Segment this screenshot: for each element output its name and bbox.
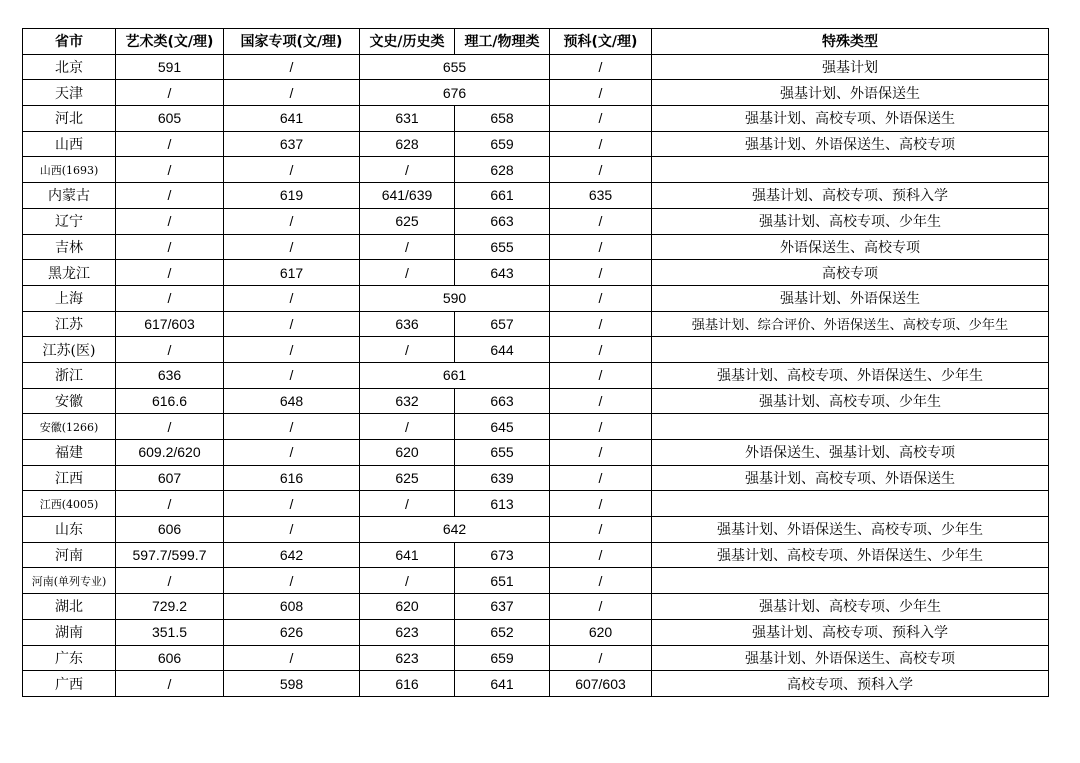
header-prep: 预科(文/理) bbox=[550, 29, 652, 55]
header-national: 国家专项(文/理) bbox=[224, 29, 360, 55]
cell-national: / bbox=[224, 208, 360, 234]
score-table bbox=[22, 28, 1049, 697]
cell-art: / bbox=[116, 131, 224, 157]
cell-national: 626 bbox=[224, 619, 360, 645]
cell-national: 641 bbox=[224, 106, 360, 132]
cell-province: 黑龙江 bbox=[23, 260, 116, 286]
table-row bbox=[23, 645, 1049, 671]
cell-physics: 644 bbox=[455, 337, 550, 363]
cell-physics: 639 bbox=[455, 465, 550, 491]
cell-history: 620 bbox=[360, 594, 455, 620]
cell-history: 625 bbox=[360, 208, 455, 234]
header-province: 省市 bbox=[23, 29, 116, 55]
cell-merged-score: 642 bbox=[360, 517, 550, 543]
cell-prep: / bbox=[550, 491, 652, 517]
cell-province: 河南 bbox=[23, 542, 116, 568]
cell-national: / bbox=[224, 337, 360, 363]
cell-art: 729.2 bbox=[116, 594, 224, 620]
cell-history: / bbox=[360, 157, 455, 183]
cell-prep: / bbox=[550, 285, 652, 311]
cell-history: / bbox=[360, 234, 455, 260]
cell-history: / bbox=[360, 337, 455, 363]
table-row bbox=[23, 671, 1049, 697]
cell-national: / bbox=[224, 54, 360, 80]
cell-province: 吉林 bbox=[23, 234, 116, 260]
cell-province: 湖北 bbox=[23, 594, 116, 620]
cell-national: / bbox=[224, 234, 360, 260]
cell-physics: 673 bbox=[455, 542, 550, 568]
cell-history: 641/639 bbox=[360, 183, 455, 209]
cell-national: / bbox=[224, 491, 360, 517]
cell-history: 632 bbox=[360, 388, 455, 414]
cell-physics: 655 bbox=[455, 440, 550, 466]
table-row bbox=[23, 208, 1049, 234]
table-row bbox=[23, 106, 1049, 132]
header-art: 艺术类(文/理) bbox=[116, 29, 224, 55]
cell-history: / bbox=[360, 491, 455, 517]
cell-physics: 661 bbox=[455, 183, 550, 209]
cell-national: / bbox=[224, 362, 360, 388]
cell-history: 641 bbox=[360, 542, 455, 568]
cell-province: 山西(1693) bbox=[23, 157, 116, 183]
table-row bbox=[23, 517, 1049, 543]
cell-special-types: 强基计划、综合评价、外语保送生、高校专项、少年生 bbox=[652, 311, 1049, 337]
cell-history: / bbox=[360, 414, 455, 440]
table-row bbox=[23, 568, 1049, 594]
cell-history: 623 bbox=[360, 619, 455, 645]
cell-history: 625 bbox=[360, 465, 455, 491]
cell-province: 江西 bbox=[23, 465, 116, 491]
cell-special-types: 高校专项 bbox=[652, 260, 1049, 286]
cell-special-types: 强基计划、外语保送生 bbox=[652, 80, 1049, 106]
cell-art: / bbox=[116, 414, 224, 440]
cell-history: 628 bbox=[360, 131, 455, 157]
cell-history: 620 bbox=[360, 440, 455, 466]
cell-province: 上海 bbox=[23, 285, 116, 311]
cell-national: / bbox=[224, 645, 360, 671]
cell-prep: / bbox=[550, 362, 652, 388]
table-row bbox=[23, 157, 1049, 183]
table-row bbox=[23, 465, 1049, 491]
cell-special-types bbox=[652, 414, 1049, 440]
table-row bbox=[23, 440, 1049, 466]
header-row bbox=[23, 29, 1049, 55]
cell-art: 609.2/620 bbox=[116, 440, 224, 466]
cell-prep: / bbox=[550, 594, 652, 620]
cell-art: 616.6 bbox=[116, 388, 224, 414]
cell-national: 608 bbox=[224, 594, 360, 620]
cell-prep: / bbox=[550, 517, 652, 543]
cell-province: 广西 bbox=[23, 671, 116, 697]
cell-prep: / bbox=[550, 645, 652, 671]
cell-province: 河南(单列专业) bbox=[23, 568, 116, 594]
cell-province: 辽宁 bbox=[23, 208, 116, 234]
cell-art: / bbox=[116, 183, 224, 209]
cell-prep: / bbox=[550, 440, 652, 466]
cell-art: 607 bbox=[116, 465, 224, 491]
cell-history: 631 bbox=[360, 106, 455, 132]
cell-prep: 607/603 bbox=[550, 671, 652, 697]
cell-art: / bbox=[116, 157, 224, 183]
cell-physics: 663 bbox=[455, 208, 550, 234]
cell-art: / bbox=[116, 80, 224, 106]
cell-special-types: 强基计划、高校专项、外语保送生、少年生 bbox=[652, 542, 1049, 568]
table-row bbox=[23, 131, 1049, 157]
cell-special-types: 强基计划、高校专项、外语保送生 bbox=[652, 465, 1049, 491]
cell-province: 山西 bbox=[23, 131, 116, 157]
score-table-sheet bbox=[22, 28, 1049, 697]
cell-special-types: 强基计划、高校专项、少年生 bbox=[652, 208, 1049, 234]
cell-physics: 663 bbox=[455, 388, 550, 414]
cell-special-types: 强基计划、高校专项、少年生 bbox=[652, 594, 1049, 620]
cell-merged-score: 655 bbox=[360, 54, 550, 80]
table-row bbox=[23, 337, 1049, 363]
table-row bbox=[23, 54, 1049, 80]
cell-prep: / bbox=[550, 106, 652, 132]
cell-art: 617/603 bbox=[116, 311, 224, 337]
table-row bbox=[23, 542, 1049, 568]
table-row bbox=[23, 388, 1049, 414]
cell-prep: / bbox=[550, 414, 652, 440]
cell-province: 河北 bbox=[23, 106, 116, 132]
cell-art: 597.7/599.7 bbox=[116, 542, 224, 568]
cell-physics: 651 bbox=[455, 568, 550, 594]
cell-special-types: 外语保送生、强基计划、高校专项 bbox=[652, 440, 1049, 466]
cell-special-types bbox=[652, 568, 1049, 594]
cell-art: / bbox=[116, 285, 224, 311]
cell-history: 616 bbox=[360, 671, 455, 697]
cell-prep: / bbox=[550, 208, 652, 234]
cell-merged-score: 590 bbox=[360, 285, 550, 311]
cell-special-types: 强基计划、外语保送生、高校专项 bbox=[652, 131, 1049, 157]
cell-physics: 655 bbox=[455, 234, 550, 260]
cell-special-types: 强基计划、高校专项、少年生 bbox=[652, 388, 1049, 414]
cell-national: / bbox=[224, 414, 360, 440]
cell-province: 北京 bbox=[23, 54, 116, 80]
cell-art: 605 bbox=[116, 106, 224, 132]
cell-province: 天津 bbox=[23, 80, 116, 106]
cell-history: / bbox=[360, 568, 455, 594]
cell-art: / bbox=[116, 208, 224, 234]
cell-prep: / bbox=[550, 80, 652, 106]
cell-art: 606 bbox=[116, 645, 224, 671]
cell-national: / bbox=[224, 311, 360, 337]
cell-special-types bbox=[652, 337, 1049, 363]
cell-national: / bbox=[224, 80, 360, 106]
cell-province: 广东 bbox=[23, 645, 116, 671]
cell-prep: / bbox=[550, 157, 652, 183]
header-special-types: 特殊类型 bbox=[652, 29, 1049, 55]
cell-special-types: 强基计划、外语保送生、高校专项、少年生 bbox=[652, 517, 1049, 543]
cell-province: 安徽 bbox=[23, 388, 116, 414]
table-row bbox=[23, 362, 1049, 388]
cell-art: 636 bbox=[116, 362, 224, 388]
cell-merged-score: 661 bbox=[360, 362, 550, 388]
cell-art: 606 bbox=[116, 517, 224, 543]
cell-history: / bbox=[360, 260, 455, 286]
cell-national: 598 bbox=[224, 671, 360, 697]
cell-province: 浙江 bbox=[23, 362, 116, 388]
table-body bbox=[23, 54, 1049, 696]
cell-province: 山东 bbox=[23, 517, 116, 543]
cell-art: / bbox=[116, 568, 224, 594]
cell-province: 江苏(医) bbox=[23, 337, 116, 363]
cell-physics: 613 bbox=[455, 491, 550, 517]
cell-art: / bbox=[116, 671, 224, 697]
cell-physics: 659 bbox=[455, 131, 550, 157]
cell-special-types bbox=[652, 157, 1049, 183]
cell-art: / bbox=[116, 491, 224, 517]
table-row bbox=[23, 414, 1049, 440]
cell-physics: 628 bbox=[455, 157, 550, 183]
cell-national: / bbox=[224, 285, 360, 311]
cell-art: / bbox=[116, 337, 224, 363]
cell-national: / bbox=[224, 568, 360, 594]
cell-prep: 635 bbox=[550, 183, 652, 209]
cell-prep: / bbox=[550, 260, 652, 286]
table-row bbox=[23, 594, 1049, 620]
cell-national: 619 bbox=[224, 183, 360, 209]
header-physics: 理工/物理类 bbox=[455, 29, 550, 55]
cell-physics: 659 bbox=[455, 645, 550, 671]
cell-national: / bbox=[224, 157, 360, 183]
cell-merged-score: 676 bbox=[360, 80, 550, 106]
cell-prep: / bbox=[550, 465, 652, 491]
cell-special-types: 强基计划、外语保送生、高校专项 bbox=[652, 645, 1049, 671]
cell-physics: 658 bbox=[455, 106, 550, 132]
cell-province: 福建 bbox=[23, 440, 116, 466]
cell-physics: 652 bbox=[455, 619, 550, 645]
cell-special-types: 外语保送生、高校专项 bbox=[652, 234, 1049, 260]
cell-special-types: 高校专项、预科入学 bbox=[652, 671, 1049, 697]
cell-special-types: 强基计划 bbox=[652, 54, 1049, 80]
cell-province: 湖南 bbox=[23, 619, 116, 645]
cell-prep: / bbox=[550, 311, 652, 337]
cell-art: / bbox=[116, 234, 224, 260]
cell-prep: 620 bbox=[550, 619, 652, 645]
cell-national: 617 bbox=[224, 260, 360, 286]
cell-physics: 637 bbox=[455, 594, 550, 620]
table-row bbox=[23, 311, 1049, 337]
cell-special-types: 强基计划、高校专项、预科入学 bbox=[652, 183, 1049, 209]
cell-physics: 657 bbox=[455, 311, 550, 337]
cell-national: 642 bbox=[224, 542, 360, 568]
cell-national: 637 bbox=[224, 131, 360, 157]
cell-special-types: 强基计划、高校专项、外语保送生 bbox=[652, 106, 1049, 132]
cell-province: 江苏 bbox=[23, 311, 116, 337]
cell-national: / bbox=[224, 440, 360, 466]
cell-national: 648 bbox=[224, 388, 360, 414]
header-history: 文史/历史类 bbox=[360, 29, 455, 55]
cell-national: / bbox=[224, 517, 360, 543]
cell-history: 623 bbox=[360, 645, 455, 671]
cell-prep: / bbox=[550, 234, 652, 260]
cell-prep: / bbox=[550, 568, 652, 594]
cell-special-types bbox=[652, 491, 1049, 517]
cell-prep: / bbox=[550, 542, 652, 568]
cell-physics: 645 bbox=[455, 414, 550, 440]
table-row bbox=[23, 183, 1049, 209]
table-row bbox=[23, 80, 1049, 106]
cell-prep: / bbox=[550, 388, 652, 414]
cell-physics: 643 bbox=[455, 260, 550, 286]
table-row bbox=[23, 260, 1049, 286]
cell-national: 616 bbox=[224, 465, 360, 491]
cell-special-types: 强基计划、外语保送生 bbox=[652, 285, 1049, 311]
cell-art: 591 bbox=[116, 54, 224, 80]
cell-province: 江西(4005) bbox=[23, 491, 116, 517]
cell-prep: / bbox=[550, 54, 652, 80]
cell-art: 351.5 bbox=[116, 619, 224, 645]
table-row bbox=[23, 491, 1049, 517]
cell-special-types: 强基计划、高校专项、外语保送生、少年生 bbox=[652, 362, 1049, 388]
cell-prep: / bbox=[550, 131, 652, 157]
table-row bbox=[23, 285, 1049, 311]
table-row bbox=[23, 234, 1049, 260]
cell-art: / bbox=[116, 260, 224, 286]
cell-province: 内蒙古 bbox=[23, 183, 116, 209]
cell-province: 安徽(1266) bbox=[23, 414, 116, 440]
table-row bbox=[23, 619, 1049, 645]
cell-special-types: 强基计划、高校专项、预科入学 bbox=[652, 619, 1049, 645]
cell-prep: / bbox=[550, 337, 652, 363]
cell-history: 636 bbox=[360, 311, 455, 337]
cell-physics: 641 bbox=[455, 671, 550, 697]
